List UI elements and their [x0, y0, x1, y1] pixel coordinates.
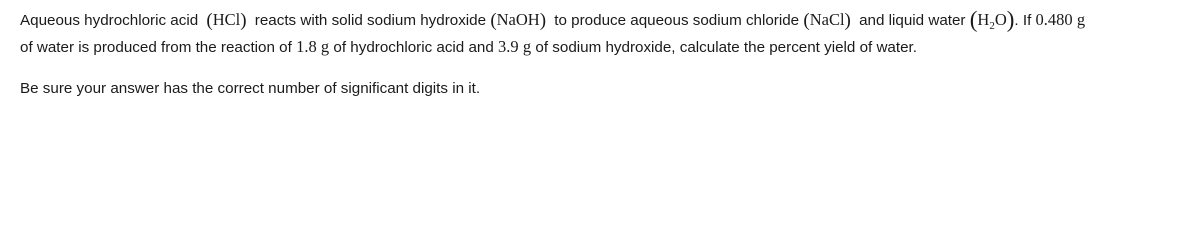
- question-text: of sodium hydroxide, calculate the percent yield of water.: [535, 39, 917, 56]
- formula-h2o-h: H: [977, 10, 990, 29]
- question-text: to produce aqueous sodium chloride: [554, 12, 800, 29]
- formula-h2o: [977, 10, 1007, 32]
- question-text: Aqueous hydrochloric acid: [20, 12, 199, 29]
- question-text: and liquid water: [859, 12, 966, 29]
- paren-open: (: [969, 7, 978, 32]
- sig-figs-note: Be sure your answer has the correct number of significant digits in it.: [20, 80, 481, 97]
- question-text: of hydrochloric acid and: [333, 39, 494, 56]
- formula-h2o-subscript: 2: [989, 20, 995, 32]
- unit-grams: g: [522, 37, 532, 56]
- paren-close: ): [844, 10, 851, 31]
- paren-open: (: [803, 10, 810, 31]
- paren-close: ): [539, 10, 547, 31]
- unit-grams: g: [320, 37, 330, 56]
- paren-open: (: [490, 10, 497, 31]
- question-line-2: [20, 37, 917, 58]
- paren-open: (: [206, 10, 213, 31]
- formula-nacl: NaCl: [809, 10, 845, 29]
- formula-h2o-o: O: [994, 10, 1007, 29]
- hcl-mass-value: 1.8: [296, 37, 317, 56]
- unit-grams: g: [1076, 10, 1086, 29]
- question-text: reacts with solid sodium hydroxide: [254, 12, 487, 29]
- paren-close: ): [240, 10, 247, 31]
- naoh-mass-value: 3.9: [498, 37, 519, 56]
- formula-hcl: HCl: [212, 10, 241, 29]
- water-mass-value: 0.480: [1035, 10, 1073, 29]
- paren-close: ): [1006, 7, 1015, 32]
- question-line-1: [20, 8, 1085, 32]
- question-text: . If: [1014, 12, 1032, 29]
- formula-naoh: NaOH: [496, 10, 540, 29]
- question-text: of water is produced from the reaction of: [20, 39, 292, 56]
